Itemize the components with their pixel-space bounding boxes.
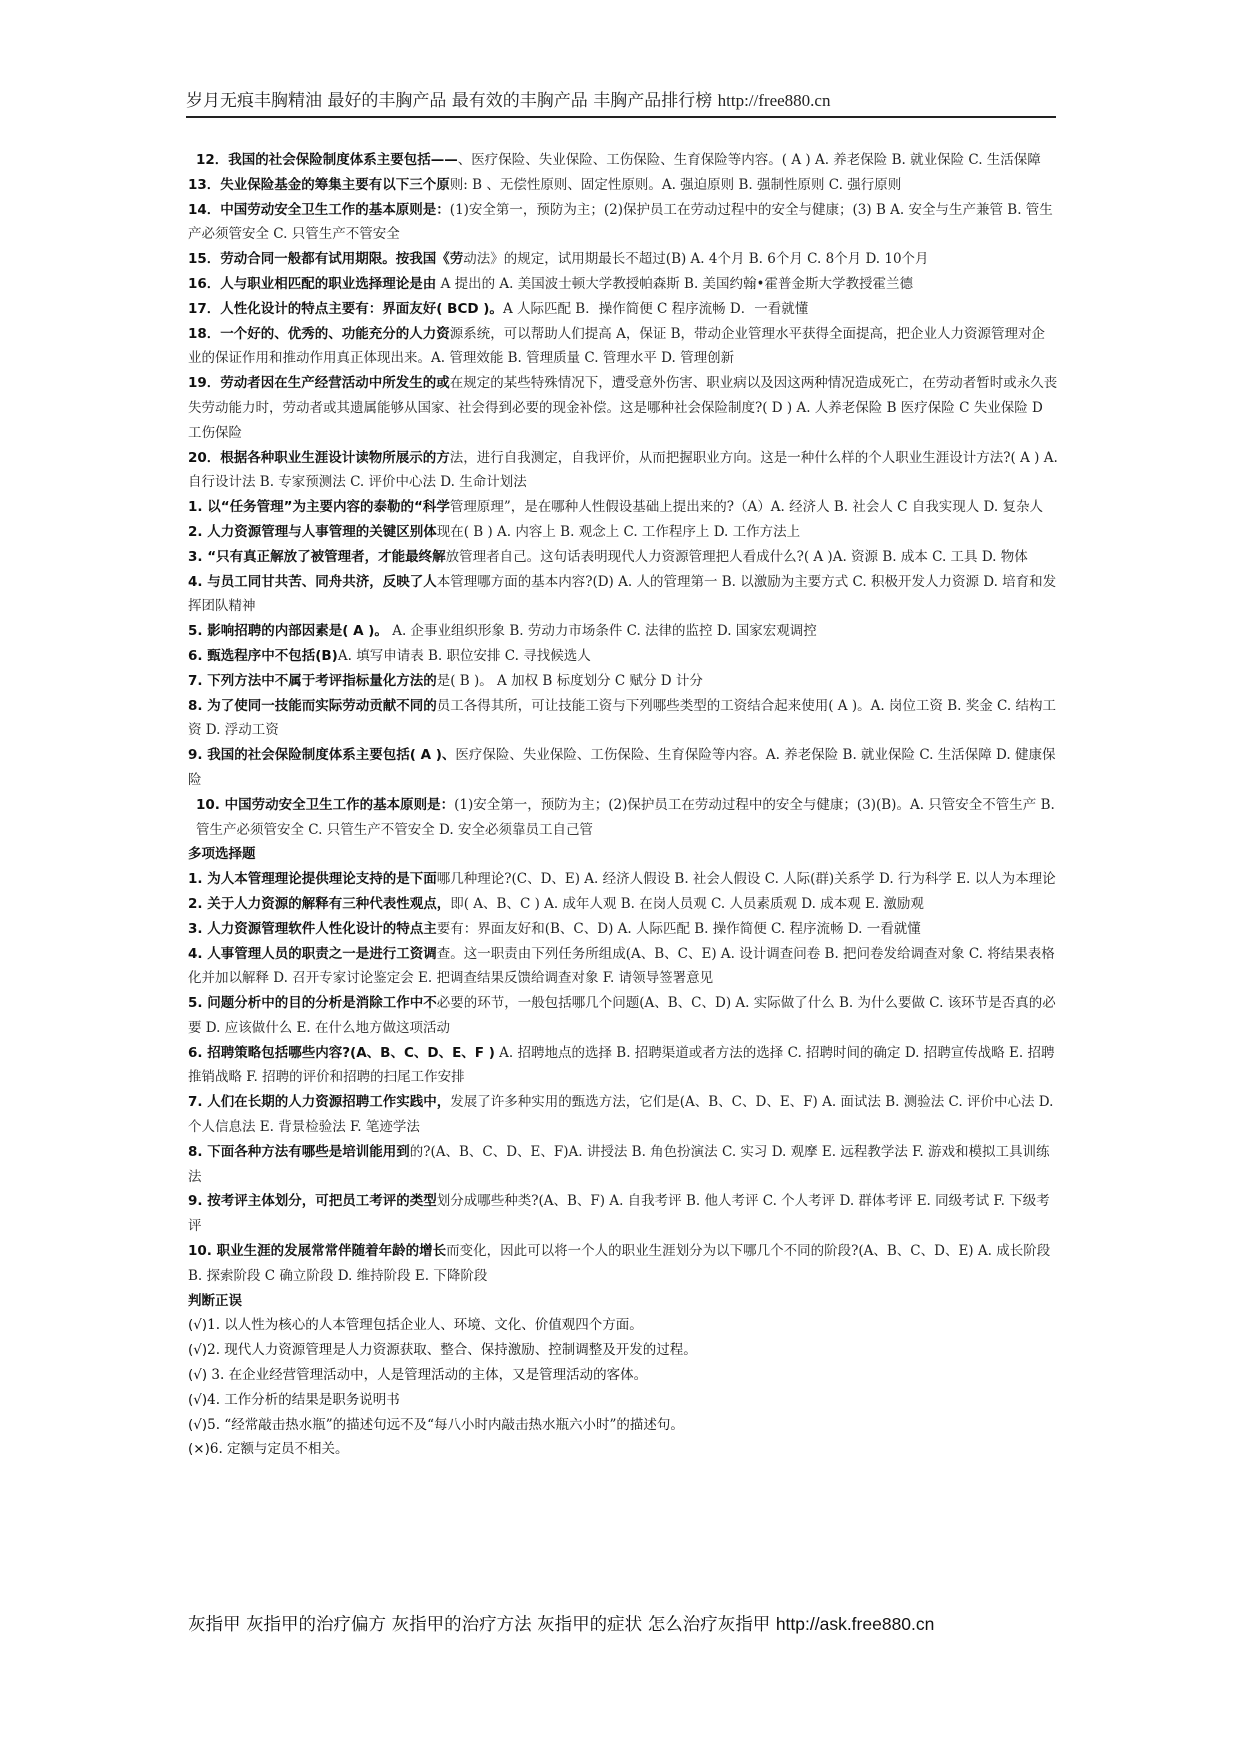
question-item [188, 1189, 1058, 1239]
question-stem: 9. 按考评主体划分，可把员工考评的类型 [188, 1193, 437, 1210]
page-footer [188, 1611, 934, 1636]
question-stem: 2. 人力资源管理与人事管理的关键区别体 [188, 523, 437, 540]
question-item [188, 247, 1058, 272]
question-item [188, 272, 1058, 297]
question-stem: 20．根据各种职业生涯设计读物所展示的方 [188, 449, 450, 466]
question-stem: 8. 下面各种方法有哪些是培训能用到 [188, 1143, 410, 1160]
question-options: A 提出的 A. 美国波士顿大学教授帕森斯 B. 美国约翰•霍普金斯大学教授霍兰德 [436, 275, 914, 292]
question-options: 划分成哪些种类?(A、B、F) A. 自我考评 B. 他人考评 C. 个人考评 D. 群体考评 E. 同级考试 F. 下级考评 [188, 1193, 1050, 1235]
question-options: 则: B 、无偿性原则、固定性原则。A. 强迫原则 B. 强制性原则 C. 强行原则 [449, 176, 902, 193]
question-stem: 10. 中国劳动安全卫生工作的基本原则是： [196, 796, 455, 813]
question-options: 即( A、B、C ) A. 成年人观 B. 在岗人员观 C. 人员素质观 D. 成本观 E. 激励观 [450, 895, 924, 912]
question-options: 本管理哪方面的基本内容?(D) A. 人的管理第一 B. 以激励为主要方式 C. 积极开发人力资源 D. 培育和发挥团队精神 [188, 573, 1057, 615]
judge-section-title: 判断正误 [188, 1292, 242, 1309]
question-options: 源系统，可以帮助人们提高 A，保证 B，带动企业管理水平获得全面提高，把企业人力资源管理对企业的保证作用和推动作用真正体现出来。A. 管理效能 B. 管理质量 C. 管理水平 D. 管理创新 [188, 325, 1046, 367]
question-item [188, 619, 1058, 644]
answer-mark: (√) [188, 1367, 208, 1384]
question-stem: 7. 人们在长期的人力资源招聘工作实践中， [188, 1094, 451, 1111]
question-stem: 2. 关于人力资源的解释有三种代表性观点， [188, 895, 451, 912]
question-stem: 9. 我国的社会保险制度体系主要包括( A )、 [188, 747, 456, 764]
question-item [188, 669, 1058, 694]
question-item [188, 892, 1058, 917]
judge-item [188, 1363, 1058, 1388]
question-stem: 17．人性化设计的特点主要有：界面友好( BCD )。 [188, 300, 503, 317]
footer-text: 灰指甲 灰指甲的治疗偏方 灰指甲的治疗方法 灰指甲的症状 怎么治疗灰指甲 [188, 1615, 776, 1635]
answer-mark: (×) [188, 1441, 210, 1458]
question-options: 在规定的某些特殊情况下，遭受意外伤害、职业病以及因这两种情况造成死亡，在劳动者暂时或永久丧失劳动能力时，劳动者或其遗属能够从国家、社会得到必要的现金补偿。这是哪种社会保险制度?( D ) A. 人养老保险 B 医疗保险 C 失业保险 D 工伤保险 [188, 375, 1058, 441]
question-options: 的?(A、B、C、D、E、F)A. 讲授法 B. 角色扮演法 C. 实习 D. 观摩 E. 远程教学法 F. 游戏和模拟工具训练法 [188, 1143, 1050, 1185]
question-stem: 1. 以“任务管理”为主要内容的泰勒的“科学 [188, 499, 450, 516]
question-options: 而变化，因此可以将一个人的职业生涯划分为以下哪几个不同的阶段?(A、B、C、D、E) A. 成长阶段 B. 探索阶段 C 确立阶段 D. 维持阶段 E. 下降阶段 [188, 1243, 1055, 1284]
answer-mark: (√) [188, 1342, 208, 1359]
multi-choice-section [188, 867, 1058, 1289]
question-options: 员工各得其所，可让技能工资与下列哪些类型的工资结合起来使用( A )。A. 岗位工资 B. 奖金 C. 结构工资 D. 浮动工资 [188, 697, 1056, 739]
question-options: 哪几种理论?(C、D、E) A. 经济人假设 B. 社会人假设 C. 人际(群)关系学 D. 行为科学 E. 以人为本理论 [436, 871, 1056, 888]
judge-statement: 4. 工作分析的结果是职务说明书 [207, 1391, 400, 1408]
question-item [188, 743, 1058, 793]
question-options: (1)安全第一，预防为主；(2)保护员工在劳动过程中的安全与健康；(3) B A. 安全与生产兼管 B. 管生产必须管安全 C. 只管生产不管安全 [188, 201, 1053, 243]
answer-mark: (√) [188, 1391, 208, 1408]
question-stem: 6. 招聘策略包括哪些内容?(A、B、C、D、E、F ) [188, 1044, 495, 1061]
judge-statement: 1. 以人性为核心的人本管理包括企业人、环境、文化、价值观四个方面。 [207, 1317, 643, 1334]
question-item [188, 1140, 1058, 1190]
question-stem: 3. 人力资源管理软件人性化设计的特点主 [188, 920, 437, 937]
question-item [188, 198, 1058, 248]
question-item [188, 371, 1058, 445]
question-item [188, 1041, 1058, 1091]
question-item [188, 173, 1058, 198]
question-item [188, 991, 1058, 1041]
question-options: A 人际匹配 B．操作简便 C 程序流畅 D．一看就懂 [502, 300, 809, 317]
question-stem: 3. “只有真正解放了被管理者，才能最终解 [188, 548, 446, 565]
answer-mark: (√) [188, 1317, 208, 1334]
question-stem: 12．我国的社会保险制度体系主要包括—— [196, 152, 458, 168]
judge-item [188, 1437, 1058, 1462]
question-options: 查。这一职责由下列任务所组成(A、B、C、E) A. 设计调查问卷 B. 把问卷发给调查对象 C. 将结果表格化并加以解释 D. 召开专家讨论鉴定会 E. 把调查结果反馈给调查对象 F. 请领导签署意见 [188, 945, 1055, 987]
judge-statement: 2. 现代人力资源管理是人力资源获取、整合、保持激励、控制调整及开发的过程。 [207, 1342, 697, 1359]
question-options: 现在( B ) A. 内容上 B. 观念上 C. 工作程序上 D. 工作方法上 [436, 523, 801, 540]
judge-item [188, 1338, 1058, 1363]
question-stem: 16．人与职业相匹配的职业选择理论是由 [188, 275, 437, 292]
question-stem: 18．一个好的、优秀的、功能充分的人力资 [188, 325, 450, 342]
question-item [188, 867, 1058, 892]
question-item [188, 942, 1058, 992]
question-options: A. 企事业组织形象 B. 劳动力市场条件 C. 法律的监控 D. 国家宏观调控 [387, 623, 817, 640]
question-item [188, 446, 1063, 496]
question-item [188, 297, 1058, 322]
footer-url-link[interactable]: http://ask.free880.cn [775, 1614, 935, 1634]
question-item [188, 793, 1058, 843]
question-options: 、医疗保险、失业保险、工伤保险、生育保险等内容。( A ) A. 养老保险 B. 就业保险 C. 生活保障 [457, 152, 1041, 168]
question-item [188, 495, 1058, 520]
question-options: 医疗保险、失业保险、工伤保险、生育保险等内容。A. 养老保险 B. 就业保险 C. 生活保障 D. 健康保险 [188, 747, 1056, 788]
question-options: 放管理者自己。这句话表明现代人力资源管理把人看成什么?( A )A. 资源 B. 成本 C. 工具 D. 物体 [445, 548, 1028, 565]
question-options: A. 填写申请表 B. 职位安排 C. 寻找候选人 [337, 647, 591, 664]
question-stem: 1. 为人本管理理论提供理论支持的是下面 [188, 871, 437, 888]
question-item [188, 520, 1058, 545]
page-header [186, 88, 1056, 118]
question-stem: 5. 影响招聘的内部因素是( A )。 [188, 623, 388, 640]
judge-item [188, 1413, 1058, 1438]
question-options: 必要的环节，一般包括哪几个问题(A、B、C、D) A. 实际做了什么 B. 为什么要做 C. 该环节是否真的必要 D. 应该做什么 E. 在什么地方做这项活动 [188, 995, 1056, 1036]
question-options: 动法》的规定，试用期最长不超过(B) A. 4个月 B. 6个月 C. 8个月 D. 10个月 [463, 251, 929, 268]
answer-mark: (√) [188, 1416, 208, 1433]
question-stem: 6. 甄选程序中不包括(B) [188, 647, 338, 664]
question-item [188, 694, 1058, 744]
question-item [188, 917, 1058, 942]
judge-item [188, 1313, 1058, 1338]
question-stem: 19．劳动者因在生产经营活动中所发生的或 [188, 375, 450, 392]
question-stem: 4. 与员工同甘共苦、同舟共济，反映了人 [188, 573, 437, 590]
header-url-link[interactable]: http://free880.cn [717, 91, 831, 110]
judge-section [188, 1313, 1058, 1462]
question-stem: 13．失业保险基金的筹集主要有以下三个原 [188, 176, 450, 193]
single-choice-part2 [188, 148, 1063, 495]
question-item [188, 1239, 1058, 1289]
question-options: 管理原理”，是在哪种人性假设基础上提出来的?（A）A. 经济人 B. 社会人 C 自我实现人 D. 复杂人 [449, 499, 1043, 516]
question-stem: 4. 人事管理人员的职责之一是进行工资调 [188, 945, 437, 962]
question-options: (1)安全第一，预防为主；(2)保护员工在劳动过程中的安全与健康；(3)(B)。A. 只管安全不管生产 B. 管生产必须管安全 C. 只管生产不管安全 D. 安全必须靠员工自己管 [196, 796, 1060, 838]
question-options: 发展了许多种实用的甄选方法，它们是(A、B、C、D、E、F) A. 面试法 B. 测验法 C. 评价中心法 D. 个人信息法 E. 背景检验法 F. 笔迹学法 [188, 1094, 1058, 1136]
judge-item [188, 1388, 1058, 1413]
judge-statement: 6. 定额与定员不相关。 [209, 1441, 349, 1458]
question-stem: 8. 为了使同一技能而实际劳动贡献不同的 [188, 697, 437, 714]
document-body [188, 148, 1063, 1462]
question-stem: 7. 下列方法中不属于考评指标量化方法的 [188, 672, 437, 689]
question-item [188, 322, 1058, 372]
question-item [188, 570, 1058, 620]
question-stem: 14．中国劳动安全卫生工作的基本原则是： [188, 201, 450, 218]
question-item [188, 644, 1058, 669]
question-options: A. 招聘地点的选择 B. 招聘渠道或者方法的选择 C. 招聘时间的确定 D. 招聘宣传战略 E. 招聘推销战略 F. 招聘的评价和招聘的扫尾工作安排 [188, 1044, 1055, 1086]
single-choice-part1 [188, 495, 1058, 842]
question-item [188, 545, 1058, 570]
question-options: 是( B )。 A 加权 B 标度划分 C 赋分 D 计分 [436, 672, 703, 689]
header-text: 岁月无痕丰胸精油 最好的丰胸产品 最有效的丰胸产品 丰胸产品排行榜 [186, 91, 718, 111]
judge-statement: 5. “经常敲击热水瓶”的描述句远不及“每八小时内敲击热水瓶六小时”的描述句。 [207, 1416, 684, 1433]
question-options: 要有：界面友好和(B、C、D) A. 人际匹配 B. 操作简便 C. 程序流畅 D. 一看就懂 [436, 920, 921, 937]
question-item [188, 1090, 1058, 1140]
question-stem: 5. 问题分析中的目的分析是消除工作中不 [188, 995, 437, 1012]
question-options: 法，进行自我测定，自我评价，从而把握职业方向。这是一种什么样的个人职业生涯设计方法?( A ) A. 自行设计法 B. 专家预测法 C. 评价中心法 D. 生命计划法 [188, 449, 1063, 491]
multi-choice-section-title: 多项选择题 [188, 846, 256, 863]
question-stem: 15．劳动合同一般都有试用期限。按我国《劳 [188, 251, 464, 268]
question-stem: 10. 职业生涯的发展常常伴随着年龄的增长 [188, 1243, 447, 1260]
judge-statement: 3. 在企业经营管理活动中，人是管理活动的主体，又是管理活动的客体。 [207, 1367, 648, 1384]
question-item [188, 148, 1058, 173]
